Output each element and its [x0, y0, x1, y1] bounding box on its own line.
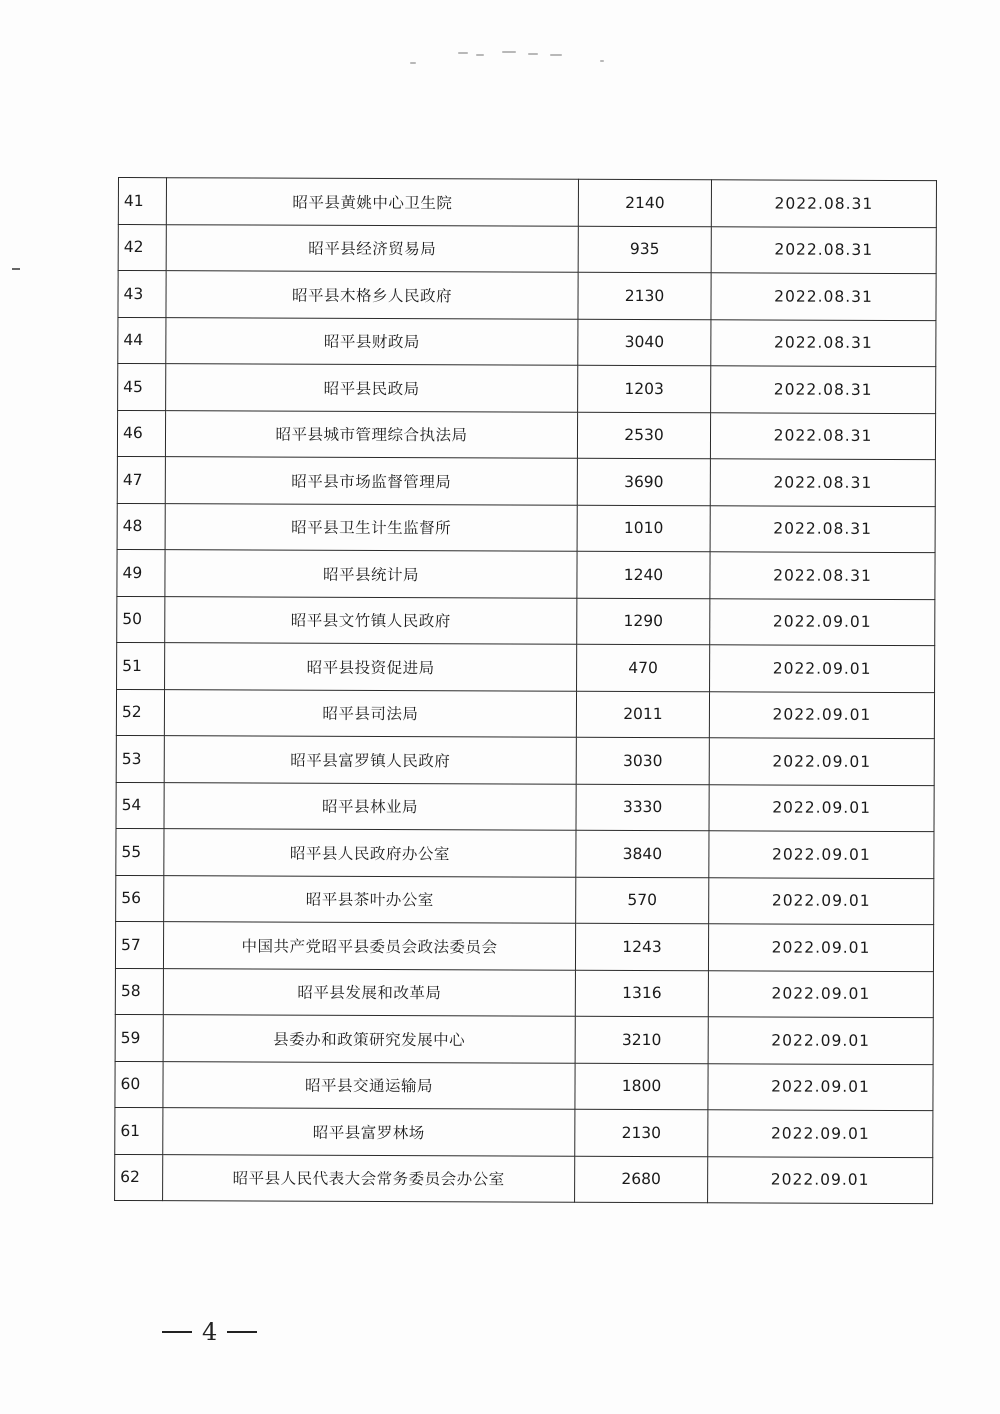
amount-cell: 3690 — [577, 458, 710, 505]
date-cell: 2022.08.31 — [711, 273, 936, 320]
row-number-cell: 42 — [118, 224, 166, 271]
table-body — [115, 178, 937, 1204]
scan-artifact — [410, 48, 610, 68]
table-row — [115, 1014, 933, 1064]
date-cell: 2022.09.01 — [710, 598, 935, 645]
row-number-cell: 49 — [117, 549, 165, 596]
amount-cell: 3840 — [576, 830, 709, 877]
row-number-cell: 50 — [117, 596, 165, 643]
margin-mark — [12, 268, 20, 270]
table-row — [116, 782, 934, 832]
table-row — [117, 410, 935, 460]
unit-name-cell: 昭平县卫生计生监督所 — [165, 503, 577, 551]
page-number — [162, 1318, 257, 1346]
table-row — [117, 456, 935, 506]
table-row — [115, 1107, 933, 1157]
amount-cell: 1290 — [577, 598, 710, 645]
date-cell: 2022.09.01 — [709, 831, 934, 878]
amount-cell: 1010 — [577, 505, 710, 552]
date-cell: 2022.08.31 — [711, 180, 936, 227]
row-number-cell: 57 — [115, 921, 163, 968]
unit-name-cell: 昭平县市场监督管理局 — [165, 457, 577, 505]
row-number-cell: 45 — [118, 364, 166, 411]
row-number-cell: 46 — [117, 410, 165, 457]
amount-cell: 2680 — [575, 1156, 708, 1203]
date-cell: 2022.08.31 — [711, 319, 936, 366]
table-row — [118, 271, 936, 321]
row-number-cell: 58 — [115, 968, 163, 1015]
unit-name-cell: 昭平县人民代表大会常务委员会办公室 — [163, 1154, 575, 1202]
date-cell: 2022.09.01 — [708, 1110, 933, 1157]
row-number-cell: 60 — [115, 1061, 163, 1108]
date-cell: 2022.09.01 — [708, 970, 933, 1017]
unit-name-cell: 昭平县司法局 — [164, 689, 576, 737]
table-row — [118, 224, 936, 274]
unit-name-cell: 昭平县交通运输局 — [163, 1061, 575, 1109]
unit-name-cell: 昭平县富罗镇人民政府 — [164, 736, 576, 784]
unit-name-cell: 昭平县茶叶办公室 — [164, 875, 576, 923]
table-row — [115, 1061, 933, 1111]
amount-cell: 3040 — [578, 319, 711, 366]
date-cell: 2022.08.31 — [710, 552, 935, 599]
unit-name-cell: 昭平县文竹镇人民政府 — [165, 596, 577, 644]
unit-name-cell: 昭平县黄姚中心卫生院 — [166, 178, 578, 226]
date-cell: 2022.08.31 — [710, 505, 935, 552]
table-row — [116, 735, 934, 785]
amount-cell: 2140 — [578, 179, 711, 226]
row-number-cell: 47 — [117, 456, 165, 503]
row-number-cell: 54 — [116, 782, 164, 829]
date-cell: 2022.09.01 — [709, 738, 934, 785]
unit-name-cell: 昭平县投资促进局 — [165, 643, 577, 691]
table-row — [117, 642, 935, 692]
table-row — [118, 317, 936, 367]
unit-name-cell: 昭平县林业局 — [164, 782, 576, 830]
row-number-cell: 53 — [116, 735, 164, 782]
row-number-cell: 52 — [116, 689, 164, 736]
row-number-cell: 59 — [115, 1014, 163, 1061]
table-row — [118, 364, 936, 414]
date-cell: 2022.09.01 — [708, 1156, 933, 1203]
data-table — [114, 177, 937, 1204]
row-number-cell: 43 — [118, 271, 166, 318]
row-number-cell: 51 — [117, 642, 165, 689]
unit-name-cell: 昭平县发展和改革局 — [163, 968, 575, 1016]
dash-right — [227, 1331, 257, 1333]
unit-name-cell: 县委办和政策研究发展中心 — [163, 1015, 575, 1063]
unit-name-cell: 昭平县城市管理综合执法局 — [165, 410, 577, 458]
row-number-cell: 56 — [116, 875, 164, 922]
amount-cell: 2530 — [577, 412, 710, 459]
date-cell: 2022.09.01 — [709, 784, 934, 831]
amount-cell: 3030 — [576, 737, 709, 784]
amount-cell: 3330 — [576, 784, 709, 831]
row-number-cell: 44 — [118, 317, 166, 364]
page-number-value: 4 — [202, 1318, 218, 1346]
unit-name-cell: 中国共产党昭平县委员会政法委员会 — [163, 922, 575, 970]
unit-name-cell: 昭平县财政局 — [166, 317, 578, 365]
amount-cell: 470 — [577, 644, 710, 691]
row-number-cell: 41 — [118, 178, 166, 225]
unit-name-cell: 昭平县富罗林场 — [163, 1108, 575, 1156]
date-cell: 2022.09.01 — [710, 645, 935, 692]
table-row — [118, 178, 936, 228]
date-cell: 2022.09.01 — [708, 1017, 933, 1064]
table-row — [115, 968, 933, 1018]
table-row — [116, 828, 934, 878]
table-row — [116, 875, 934, 925]
amount-cell: 1243 — [575, 923, 708, 970]
dash-left — [162, 1331, 192, 1333]
unit-name-cell: 昭平县人民政府办公室 — [164, 829, 576, 877]
unit-name-cell: 昭平县民政局 — [166, 364, 578, 412]
date-cell: 2022.08.31 — [710, 412, 935, 459]
amount-cell: 935 — [578, 226, 711, 273]
date-cell: 2022.09.01 — [709, 691, 934, 738]
date-cell: 2022.08.31 — [711, 226, 936, 273]
table-row — [115, 921, 933, 971]
table-row — [117, 503, 935, 553]
date-cell: 2022.09.01 — [709, 877, 934, 924]
table-row — [117, 549, 935, 599]
amount-cell: 1800 — [575, 1063, 708, 1110]
unit-name-cell: 昭平县木格乡人民政府 — [166, 271, 578, 319]
table-row — [117, 596, 935, 646]
amount-cell: 2130 — [578, 272, 711, 319]
date-cell: 2022.08.31 — [711, 366, 936, 413]
row-number-cell: 55 — [116, 828, 164, 875]
row-number-cell: 48 — [117, 503, 165, 550]
table-row — [116, 689, 934, 739]
row-number-cell: 62 — [115, 1154, 163, 1201]
unit-name-cell: 昭平县统计局 — [165, 550, 577, 598]
amount-cell: 1240 — [577, 551, 710, 598]
table-row — [115, 1154, 933, 1204]
unit-name-cell: 昭平县经济贸易局 — [166, 224, 578, 272]
amount-cell: 1203 — [578, 365, 711, 412]
amount-cell: 2011 — [576, 691, 709, 738]
amount-cell: 570 — [576, 877, 709, 924]
date-cell: 2022.09.01 — [708, 1063, 933, 1110]
amount-cell: 3210 — [575, 1016, 708, 1063]
row-number-cell: 61 — [115, 1107, 163, 1154]
date-cell: 2022.09.01 — [708, 924, 933, 971]
date-cell: 2022.08.31 — [710, 459, 935, 506]
amount-cell: 1316 — [575, 970, 708, 1017]
amount-cell: 2130 — [575, 1109, 708, 1156]
